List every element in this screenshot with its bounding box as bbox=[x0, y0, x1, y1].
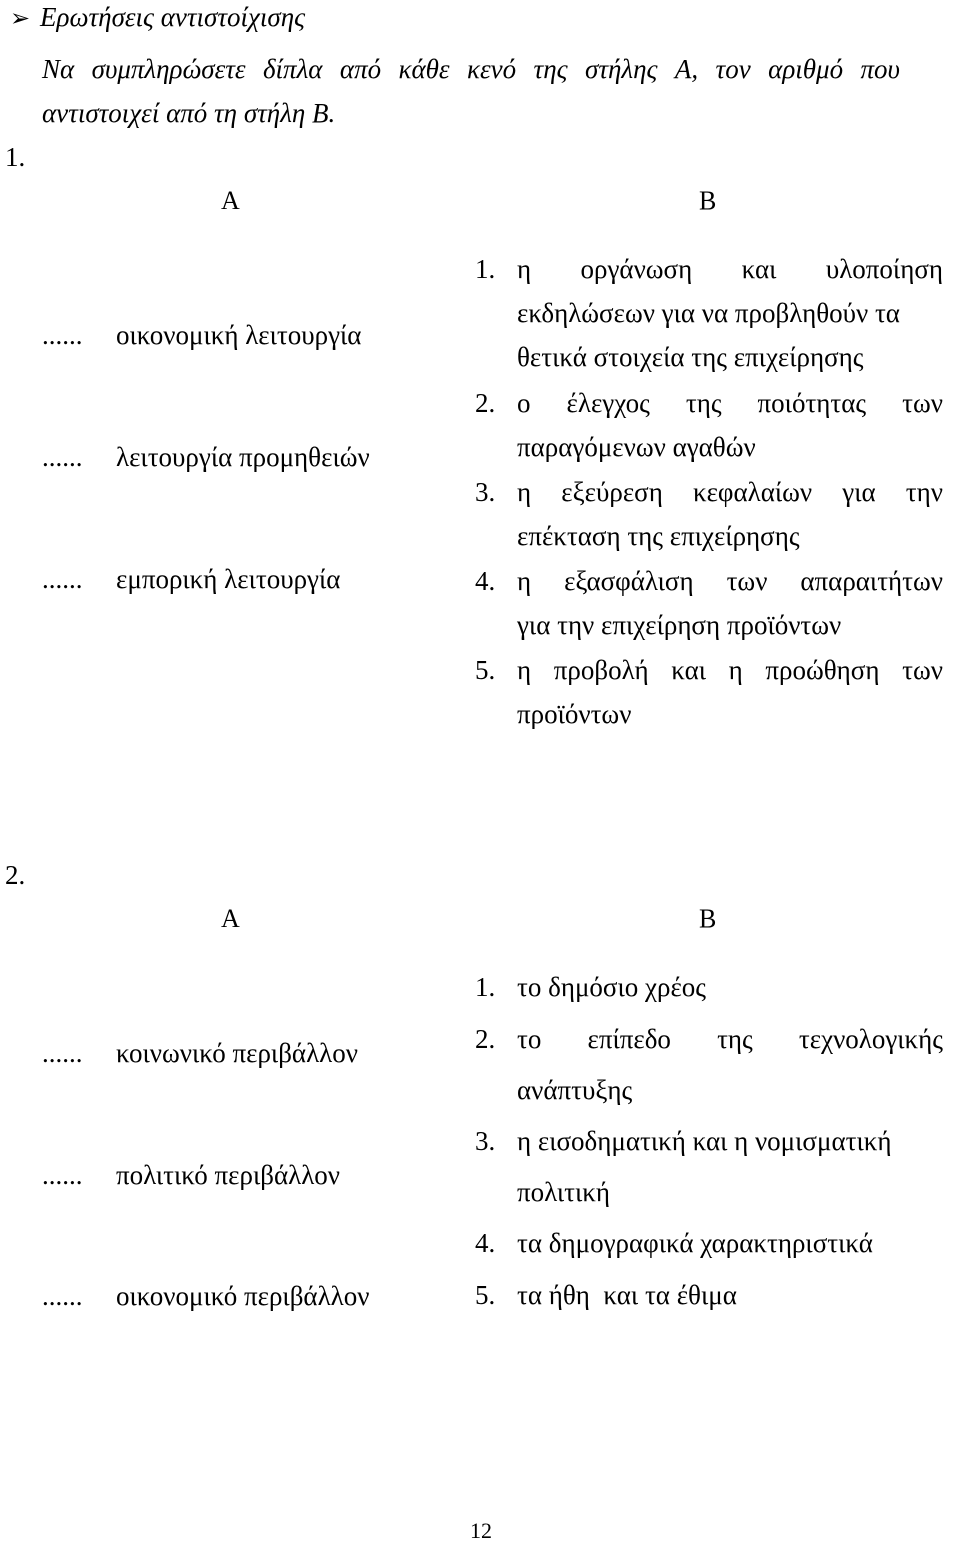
item-number: 4. bbox=[475, 566, 496, 596]
item-word: η bbox=[517, 254, 532, 284]
item-number: 3. bbox=[475, 1126, 496, 1156]
q2-col-b-item-1 bbox=[475, 970, 943, 1005]
heading-text: Ερωτήσεις αντιστοίχισης bbox=[40, 2, 306, 32]
item-number: 2. bbox=[475, 1024, 496, 1054]
item-continuation-line: πολιτική bbox=[517, 1177, 610, 1208]
q2-blank-3[interactable]: ...... bbox=[42, 1281, 83, 1311]
item-continuation-line: ανάπτυξης bbox=[517, 1075, 633, 1106]
arrow-bullet-icon: ➢ bbox=[10, 6, 31, 32]
q1-col-a-item-3: εμπορική λειτουργία bbox=[116, 564, 341, 594]
item-word: οργάνωση bbox=[580, 254, 693, 284]
instructions-word: από bbox=[339, 54, 382, 84]
item-word: έλεγχος bbox=[566, 388, 650, 418]
instructions-word: συμπληρώσετε bbox=[91, 54, 246, 84]
item-number: 3. bbox=[475, 477, 496, 507]
instructions-line-2: αντιστοιχεί από τη στήλη Β. bbox=[42, 98, 336, 128]
instructions-word: αριθμό bbox=[768, 54, 844, 84]
section-heading bbox=[10, 0, 305, 35]
q1-col-a-item-1: οικονομική λειτουργία bbox=[116, 320, 362, 350]
item-continuation-line: εκδηλώσεων για να προβληθούν τα bbox=[517, 298, 900, 329]
item-number: 1. bbox=[475, 972, 496, 1002]
q1-column-b-header: Β bbox=[699, 186, 717, 215]
item-word: και bbox=[741, 254, 777, 284]
q1-col-b-item-4 bbox=[475, 564, 943, 643]
q2-blank-2[interactable]: ...... bbox=[42, 1160, 83, 1190]
q2-blank-1[interactable]: ...... bbox=[42, 1038, 83, 1068]
item-word: η bbox=[517, 566, 532, 596]
instructions-word: Να bbox=[42, 54, 75, 84]
item-continuation-line: προϊόντων bbox=[517, 699, 632, 730]
item-word: τεχνολογικής bbox=[798, 1024, 943, 1054]
q1-col-b-item-2 bbox=[475, 386, 943, 465]
q1-col-b-item-3 bbox=[475, 475, 943, 554]
item-word: των bbox=[902, 388, 943, 418]
item-word: υλοποίηση bbox=[825, 254, 943, 284]
item-word: των bbox=[902, 655, 943, 685]
item-word: για bbox=[842, 477, 876, 507]
item-continuation-line: θετικά στοιχεία της επιχείρησης bbox=[517, 342, 864, 373]
q2-col-b-item-4 bbox=[475, 1226, 943, 1261]
item-word: η bbox=[517, 655, 532, 685]
item-word: της bbox=[685, 388, 722, 418]
q2-col-b-item-3 bbox=[475, 1124, 943, 1210]
item-word: το bbox=[517, 1024, 542, 1054]
instructions-word: που bbox=[860, 54, 900, 84]
item-word: τα δημογραφικά χαρακτηριστικά bbox=[517, 1228, 873, 1258]
q2-col-b-item-2 bbox=[475, 1022, 943, 1108]
item-word: της bbox=[717, 1024, 753, 1054]
instructions-word: της bbox=[533, 54, 568, 84]
item-word: η εισοδηματική και η νομισματική bbox=[517, 1126, 892, 1156]
question-2-number: 2. bbox=[5, 860, 26, 890]
question-1-number: 1. bbox=[5, 142, 26, 172]
instructions-word: δίπλα bbox=[263, 54, 323, 84]
item-word: επίπεδο bbox=[587, 1024, 671, 1054]
item-word: προώθηση bbox=[765, 655, 880, 685]
item-word: κεφαλαίων bbox=[692, 477, 813, 507]
instructions-line-1 bbox=[42, 52, 900, 87]
q2-column-b-header: Β bbox=[699, 904, 717, 933]
q1-col-b-item-5 bbox=[475, 653, 943, 732]
item-word: ποιότητας bbox=[757, 388, 867, 418]
q2-col-a-item-3: οικονομικό περιβάλλον bbox=[116, 1281, 370, 1311]
item-word: την bbox=[905, 477, 943, 507]
q1-blank-2[interactable]: ...... bbox=[42, 442, 83, 472]
q1-blank-1[interactable]: ...... bbox=[42, 320, 83, 350]
instructions-word: στήλης bbox=[585, 54, 658, 84]
item-number: 5. bbox=[475, 655, 496, 685]
item-word: προβολή bbox=[553, 655, 649, 685]
instructions-word: κάθε bbox=[398, 54, 450, 84]
instructions-word: τον bbox=[715, 54, 751, 84]
q1-column-a-header: Α bbox=[221, 186, 240, 215]
item-word: η bbox=[517, 477, 532, 507]
item-word: και bbox=[671, 655, 706, 685]
instructions-word: Α, bbox=[674, 54, 699, 84]
item-number: 4. bbox=[475, 1228, 496, 1258]
q2-col-a-item-2: πολιτικό περιβάλλον bbox=[116, 1160, 341, 1190]
item-word: εξεύρεση bbox=[561, 477, 663, 507]
item-number: 2. bbox=[475, 388, 496, 418]
instructions-word: κενό bbox=[467, 54, 517, 84]
item-word: ο bbox=[517, 388, 531, 418]
item-continuation-line: επέκταση της επιχείρησης bbox=[517, 521, 800, 552]
item-continuation-line: παραγόμενων αγαθών bbox=[517, 432, 756, 463]
item-word: εξασφάλιση bbox=[564, 566, 694, 596]
item-number: 5. bbox=[475, 1280, 496, 1310]
q2-col-a-item-1: κοινωνικό περιβάλλον bbox=[116, 1038, 358, 1068]
item-word: των bbox=[726, 566, 768, 596]
item-word: απαραιτήτων bbox=[800, 566, 943, 596]
q2-column-a-header: Α bbox=[221, 904, 240, 933]
item-continuation-line: για την επιχείρηση προϊόντων bbox=[517, 610, 842, 641]
q1-col-b-item-1 bbox=[475, 252, 943, 375]
item-word: τα ήθη και τα έθιμα bbox=[517, 1280, 737, 1310]
q2-col-b-item-5 bbox=[475, 1278, 943, 1313]
page-number: 12 bbox=[470, 1518, 492, 1543]
item-word: η bbox=[728, 655, 743, 685]
q1-col-a-item-2: λειτουργία προμηθειών bbox=[116, 442, 370, 472]
item-number: 1. bbox=[475, 254, 496, 284]
item-word: το δημόσιο χρέος bbox=[517, 972, 706, 1002]
q1-blank-3[interactable]: ...... bbox=[42, 564, 83, 594]
